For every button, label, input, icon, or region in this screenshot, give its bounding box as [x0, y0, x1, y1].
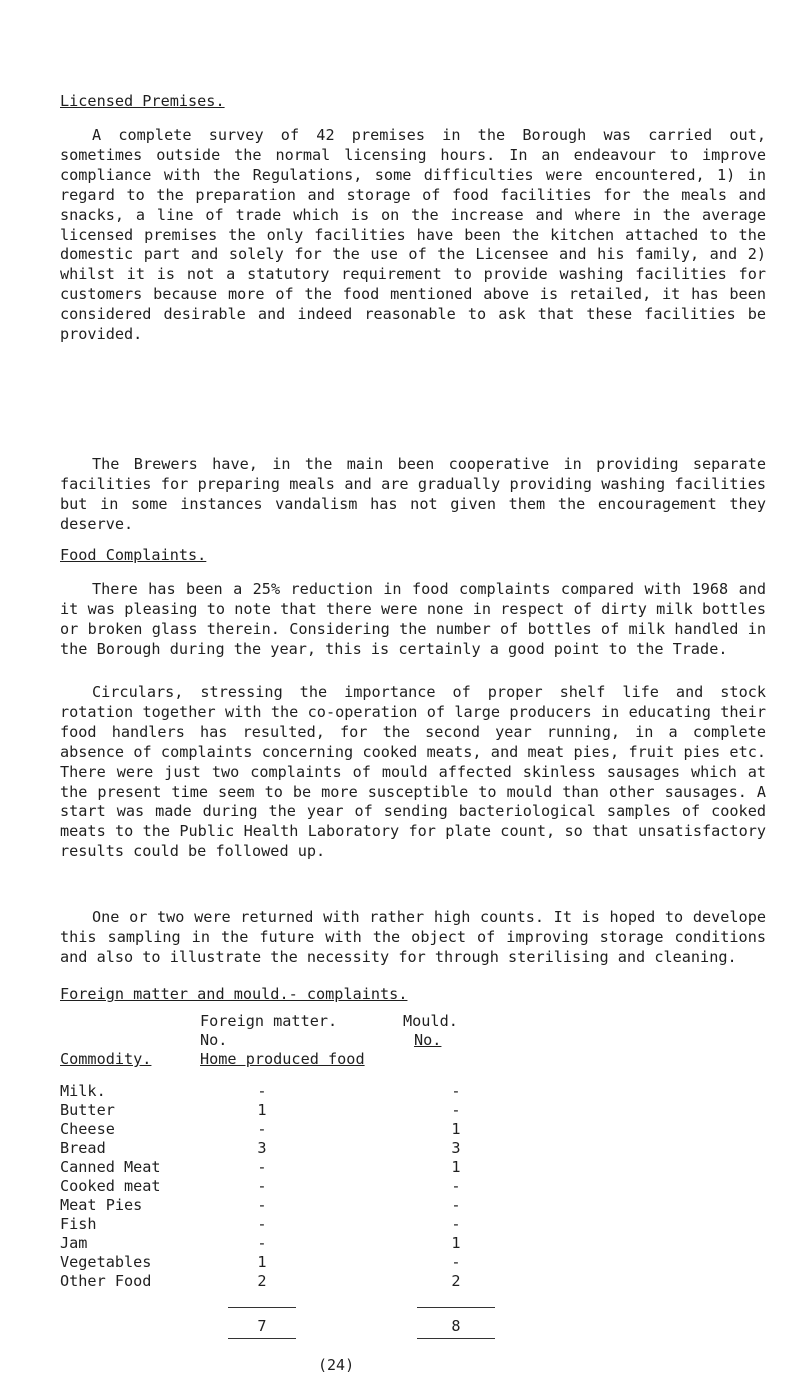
row-foreign: -	[257, 1177, 267, 1195]
row-commodity: Meat Pies	[60, 1196, 143, 1214]
total-foreign: 7	[257, 1317, 267, 1335]
row-foreign: 3	[257, 1139, 267, 1157]
row-foreign: -	[257, 1234, 267, 1252]
food-complaints-para-2: Circulars, stressing the importance of proper shelf life and stock rotation together with the co-operation of large producers in educating their food handlers has resulted, for the second year running, in a complete absence of complaints concerning cooked meats, and meat pies, fruit pies etc. There were just two complaints of mould affected skinless sausages which at the present time seem to be more susceptible to mould than other sausages. A start was made during the year of sending bacteriological samples of cooked meats to the Public Health Laboratory for plate count, so that unsatisfactory results could be followed up.	[60, 683, 776, 861]
col-foreign-line3: Home produced food	[200, 1050, 365, 1068]
table-row	[60, 1253, 760, 1272]
foreign-matter-caption: Foreign matter and mould.- complaints.	[60, 985, 408, 1003]
row-foreign: 1	[257, 1101, 267, 1119]
licensed-premises-para-1: A complete survey of 42 premises in the Borough was carried out, sometimes outside the normal licensing hours. In an endeavour to improve compliance with the Regulations, some difficulties were encountered, 1) in regard to the preparation and storage of food facilities for the meals and snacks, a line of trade which is on the increase and where in the average licensed premises the only facilities have been the kitchen attached to the domestic part and solely for the use of the Licensee and his family, and 2) whilst it is not a statutory requirement to provide washing facilities for customers because more of the food mentioned above is retailed, it has been considered desirable and indeed reasonable to ask that these facilities be provided.	[60, 126, 776, 344]
table-row	[60, 1234, 760, 1253]
table-row	[60, 1101, 760, 1120]
food-complaints-para-3: One or two were returned with rather high counts. It is hoped to develope this sampling in the future with the object of improving storage conditions and also to illustrate the necessity for through sterilising and cleaning.	[60, 908, 776, 966]
row-mould: 2	[451, 1272, 461, 1290]
table-row	[60, 1215, 760, 1234]
page-number: (24)	[318, 1356, 355, 1374]
licensed-premises-heading: Licensed Premises.	[60, 92, 225, 110]
row-mould: -	[451, 1082, 461, 1100]
col-foreign-line2: No.	[200, 1031, 228, 1049]
row-commodity: Butter	[60, 1101, 115, 1119]
row-commodity: Bread	[60, 1139, 106, 1157]
row-commodity: Milk.	[60, 1082, 106, 1100]
row-commodity: Cheese	[60, 1120, 115, 1138]
row-mould: -	[451, 1177, 461, 1195]
food-complaints-para-1: There has been a 25% reduction in food complaints compared with 1968 and it was pleasing to note that there were none in respect of dirty milk bottles or broken glass therein. Considering the number of bottles of milk handled in the Borough during the year, this is certainly a good point to the Trade.	[60, 580, 776, 658]
row-mould: 1	[451, 1120, 461, 1138]
row-mould: 3	[451, 1139, 461, 1157]
row-commodity: Cooked meat	[60, 1177, 161, 1195]
table-row	[60, 1177, 760, 1196]
row-mould: -	[451, 1253, 461, 1271]
table-row	[60, 1082, 760, 1101]
row-commodity: Other Food	[60, 1272, 152, 1290]
licensed-premises-para-2: The Brewers have, in the main been cooperative in providing separate facilities for preparing meals and are gradually providing washing facilities but in some instances vandalism has not given them the encouragement they deserve.	[60, 455, 776, 533]
total-underline-mould	[417, 1338, 495, 1339]
row-commodity: Jam	[60, 1234, 88, 1252]
row-foreign: 1	[257, 1253, 267, 1271]
row-mould: 1	[451, 1158, 461, 1176]
row-mould: -	[451, 1215, 461, 1233]
table-row	[60, 1139, 760, 1158]
row-foreign: -	[257, 1120, 267, 1138]
total-mould: 8	[451, 1317, 461, 1335]
table-row	[60, 1272, 760, 1291]
row-commodity: Canned Meat	[60, 1158, 161, 1176]
col-commodity: Commodity.	[60, 1050, 152, 1068]
table-total-row	[60, 1317, 760, 1336]
row-foreign: 2	[257, 1272, 267, 1290]
col-mould-line1: Mould.	[403, 1012, 458, 1030]
col-mould-line2: No.	[414, 1031, 442, 1049]
row-foreign: -	[257, 1196, 267, 1214]
total-rule-foreign	[228, 1307, 296, 1308]
table-row	[60, 1196, 760, 1215]
row-commodity: Fish	[60, 1215, 97, 1233]
row-mould: 1	[451, 1234, 461, 1252]
row-mould: -	[451, 1196, 461, 1214]
row-foreign: -	[257, 1082, 267, 1100]
row-commodity: Vegetables	[60, 1253, 152, 1271]
row-foreign: -	[257, 1215, 267, 1233]
row-foreign: -	[257, 1158, 267, 1176]
table-row	[60, 1120, 760, 1139]
col-foreign-line1: Foreign matter.	[200, 1012, 338, 1030]
table-row	[60, 1158, 760, 1177]
total-underline-foreign	[228, 1338, 296, 1339]
row-mould: -	[451, 1101, 461, 1119]
food-complaints-heading: Food Complaints.	[60, 546, 207, 564]
total-rule-mould	[417, 1307, 495, 1308]
